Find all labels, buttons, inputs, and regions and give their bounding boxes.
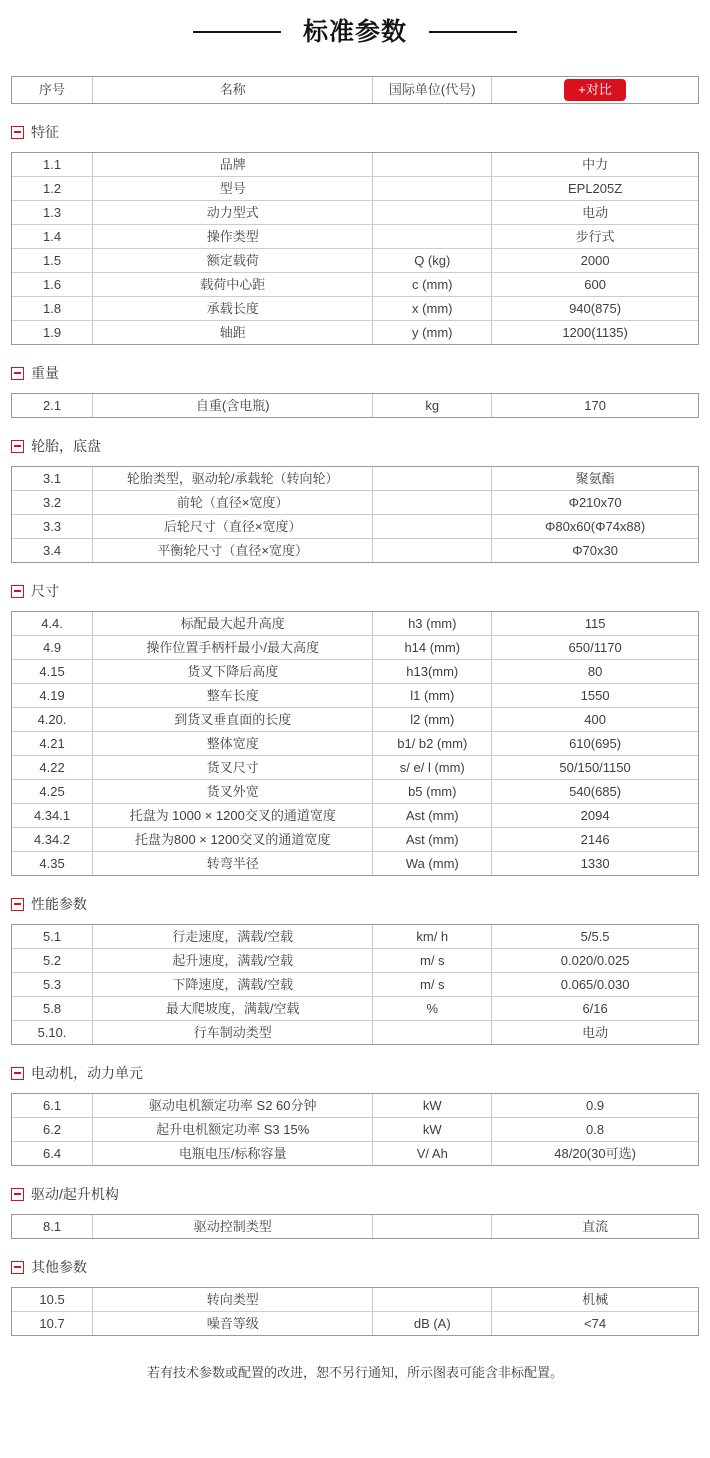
section-header — [11, 896, 699, 912]
cell-unit: Q (kg) — [373, 249, 492, 273]
spec-section — [11, 124, 699, 345]
table-row — [12, 467, 699, 491]
table-row — [12, 1094, 699, 1118]
sections-container — [11, 124, 699, 1336]
table-row — [12, 539, 699, 563]
cell-name: 货叉外宽 — [93, 780, 373, 804]
cell-no: 3.4 — [12, 539, 93, 563]
cell-name: 电瓶电压/标称容量 — [93, 1142, 373, 1166]
section-title: 其他参数 — [31, 1259, 87, 1275]
cell-value: 610(695) — [492, 732, 699, 756]
section-title: 轮胎，底盘 — [31, 438, 101, 454]
cell-value: 1550 — [492, 684, 699, 708]
cell-unit: m/ s — [373, 973, 492, 997]
cell-name: 驱动电机额定功率 S2 60分钟 — [93, 1094, 373, 1118]
header-table — [11, 76, 699, 104]
header-col-no: 序号 — [12, 77, 93, 104]
table-row — [12, 925, 699, 949]
cell-no: 3.1 — [12, 467, 93, 491]
cell-unit — [373, 153, 492, 177]
cell-no: 5.3 — [12, 973, 93, 997]
cell-name: 后轮尺寸（直径×宽度） — [93, 515, 373, 539]
cell-value: 直流 — [492, 1215, 699, 1239]
cell-name: 行车制动类型 — [93, 1021, 373, 1045]
table-row — [12, 1215, 699, 1239]
cell-name: 转弯半径 — [93, 852, 373, 876]
table-row — [12, 394, 699, 418]
cell-name: 轴距 — [93, 321, 373, 345]
table-row — [12, 756, 699, 780]
cell-name: 载荷中心距 — [93, 273, 373, 297]
cell-unit: x (mm) — [373, 297, 492, 321]
collapse-minus-icon[interactable] — [11, 1067, 24, 1080]
cell-value: Φ210x70 — [492, 491, 699, 515]
cell-name: 轮胎类型，驱动轮/承载轮（转向轮） — [93, 467, 373, 491]
cell-value: 0.8 — [492, 1118, 699, 1142]
header-col-compare — [492, 77, 699, 104]
cell-value: 115 — [492, 612, 699, 636]
cell-unit — [373, 491, 492, 515]
cell-no: 1.1 — [12, 153, 93, 177]
cell-unit: y (mm) — [373, 321, 492, 345]
table-row — [12, 177, 699, 201]
table-row — [12, 708, 699, 732]
section-header — [11, 124, 699, 140]
cell-no: 5.1 — [12, 925, 93, 949]
cell-unit: kW — [373, 1094, 492, 1118]
cell-unit: % — [373, 997, 492, 1021]
cell-unit: h14 (mm) — [373, 636, 492, 660]
table-row — [12, 973, 699, 997]
cell-no: 2.1 — [12, 394, 93, 418]
section-header — [11, 365, 699, 381]
table-row — [12, 1118, 699, 1142]
cell-value: 400 — [492, 708, 699, 732]
table-row — [12, 515, 699, 539]
cell-name: 平衡轮尺寸（直径×宽度） — [93, 539, 373, 563]
cell-no: 6.1 — [12, 1094, 93, 1118]
cell-name: 行走速度，满载/空载 — [93, 925, 373, 949]
cell-name: 承载长度 — [93, 297, 373, 321]
spec-section — [11, 583, 699, 876]
cell-no: 4.25 — [12, 780, 93, 804]
cell-value: 2146 — [492, 828, 699, 852]
cell-no: 4.4. — [12, 612, 93, 636]
cell-no: 6.2 — [12, 1118, 93, 1142]
cell-value: 1330 — [492, 852, 699, 876]
table-row — [12, 949, 699, 973]
table-row — [12, 1021, 699, 1045]
cell-no: 4.15 — [12, 660, 93, 684]
table-row — [12, 249, 699, 273]
cell-no: 10.7 — [12, 1312, 93, 1336]
spec-section — [11, 1259, 699, 1336]
cell-unit: h3 (mm) — [373, 612, 492, 636]
cell-no: 1.2 — [12, 177, 93, 201]
cell-no: 4.34.1 — [12, 804, 93, 828]
cell-value: 机械 — [492, 1288, 699, 1312]
table-row — [12, 997, 699, 1021]
cell-name: 操作位置手柄杆最小/最大高度 — [93, 636, 373, 660]
cell-unit: kg — [373, 394, 492, 418]
cell-no: 4.34.2 — [12, 828, 93, 852]
cell-name: 额定载荷 — [93, 249, 373, 273]
section-table — [11, 1093, 699, 1166]
cell-no: 4.21 — [12, 732, 93, 756]
cell-value: 600 — [492, 273, 699, 297]
section-table — [11, 1287, 699, 1336]
collapse-minus-icon[interactable] — [11, 1261, 24, 1274]
cell-no: 10.5 — [12, 1288, 93, 1312]
cell-value: 170 — [492, 394, 699, 418]
title-rule-right — [429, 31, 517, 33]
table-row — [12, 780, 699, 804]
collapse-minus-icon[interactable] — [11, 367, 24, 380]
cell-name: 整车长度 — [93, 684, 373, 708]
spec-section — [11, 1186, 699, 1239]
cell-unit — [373, 1215, 492, 1239]
cell-value: 中力 — [492, 153, 699, 177]
cell-unit: b1/ b2 (mm) — [373, 732, 492, 756]
cell-value: 6/16 — [492, 997, 699, 1021]
table-row — [12, 321, 699, 345]
cell-value: Φ70x30 — [492, 539, 699, 563]
table-row — [12, 852, 699, 876]
cell-value: 步行式 — [492, 225, 699, 249]
cell-value: 电动 — [492, 201, 699, 225]
section-title: 性能参数 — [31, 896, 87, 912]
table-row — [12, 153, 699, 177]
cell-unit — [373, 515, 492, 539]
section-table — [11, 152, 699, 345]
cell-unit: b5 (mm) — [373, 780, 492, 804]
section-table — [11, 611, 699, 876]
cell-value: 1200(1135) — [492, 321, 699, 345]
table-row — [12, 1312, 699, 1336]
cell-name: 标配最大起升高度 — [93, 612, 373, 636]
section-title: 重量 — [31, 365, 59, 381]
table-row — [12, 612, 699, 636]
cell-value: 48/20(30可选) — [492, 1142, 699, 1166]
section-table — [11, 466, 699, 563]
table-row — [12, 1288, 699, 1312]
cell-unit — [373, 225, 492, 249]
cell-name: 最大爬坡度，满载/空载 — [93, 997, 373, 1021]
header-row — [12, 77, 699, 104]
cell-unit — [373, 467, 492, 491]
cell-value: EPL205Z — [492, 177, 699, 201]
cell-no: 4.20. — [12, 708, 93, 732]
cell-name: 起升速度，满载/空载 — [93, 949, 373, 973]
page-title-block — [11, 16, 699, 48]
cell-name: 自重(含电瓶) — [93, 394, 373, 418]
cell-value: 80 — [492, 660, 699, 684]
cell-name: 驱动控制类型 — [93, 1215, 373, 1239]
cell-value: 2094 — [492, 804, 699, 828]
section-header — [11, 583, 699, 599]
cell-no: 1.4 — [12, 225, 93, 249]
table-row — [12, 225, 699, 249]
cell-value: 0.065/0.030 — [492, 973, 699, 997]
section-title: 电动机，动力单元 — [31, 1065, 143, 1081]
section-header — [11, 438, 699, 454]
cell-unit: m/ s — [373, 949, 492, 973]
table-row — [12, 636, 699, 660]
table-row — [12, 660, 699, 684]
table-row — [12, 804, 699, 828]
section-title: 特征 — [31, 124, 59, 140]
cell-no: 5.8 — [12, 997, 93, 1021]
spec-section — [11, 438, 699, 563]
cell-name: 品牌 — [93, 153, 373, 177]
cell-value: 940(875) — [492, 297, 699, 321]
section-title: 尺寸 — [31, 583, 59, 599]
cell-name: 整体宽度 — [93, 732, 373, 756]
cell-unit: km/ h — [373, 925, 492, 949]
cell-unit: c (mm) — [373, 273, 492, 297]
section-table — [11, 924, 699, 1045]
cell-unit — [373, 177, 492, 201]
cell-value: 0.9 — [492, 1094, 699, 1118]
cell-unit: s/ e/ l (mm) — [373, 756, 492, 780]
cell-unit: dB (A) — [373, 1312, 492, 1336]
cell-name: 托盘为 1000 × 1200交叉的通道宽度 — [93, 804, 373, 828]
cell-unit — [373, 201, 492, 225]
header-col-name: 名称 — [93, 77, 373, 104]
cell-unit: l2 (mm) — [373, 708, 492, 732]
cell-unit: h13(mm) — [373, 660, 492, 684]
cell-no: 1.3 — [12, 201, 93, 225]
cell-value: 5/5.5 — [492, 925, 699, 949]
section-title: 驱动/起升机构 — [31, 1186, 119, 1202]
table-row — [12, 491, 699, 515]
cell-value: 2000 — [492, 249, 699, 273]
cell-no: 1.9 — [12, 321, 93, 345]
cell-name: 托盘为800 × 1200交叉的通道宽度 — [93, 828, 373, 852]
collapse-minus-icon[interactable] — [11, 440, 24, 453]
table-row — [12, 684, 699, 708]
section-table — [11, 393, 699, 418]
cell-value: Φ80x60(Φ74x88) — [492, 515, 699, 539]
table-row — [12, 201, 699, 225]
cell-unit: kW — [373, 1118, 492, 1142]
cell-unit: V/ Ah — [373, 1142, 492, 1166]
collapse-minus-icon[interactable] — [11, 1188, 24, 1201]
header-col-unit: 国际单位(代号) — [373, 77, 492, 104]
cell-unit: Ast (mm) — [373, 828, 492, 852]
cell-name: 型号 — [93, 177, 373, 201]
cell-no: 8.1 — [12, 1215, 93, 1239]
footer-note: 若有技术参数或配置的改进，恕不另行通知，所示图表可能含非标配置。 — [146, 1365, 563, 1380]
cell-no: 4.19 — [12, 684, 93, 708]
spec-section — [11, 1065, 699, 1166]
table-row — [12, 1142, 699, 1166]
cell-no: 4.9 — [12, 636, 93, 660]
collapse-minus-icon[interactable] — [11, 126, 24, 139]
cell-name: 货叉尺寸 — [93, 756, 373, 780]
collapse-minus-icon[interactable] — [11, 898, 24, 911]
cell-no: 6.4 — [12, 1142, 93, 1166]
cell-no: 5.2 — [12, 949, 93, 973]
cell-name: 噪音等级 — [93, 1312, 373, 1336]
table-row — [12, 273, 699, 297]
cell-no: 3.3 — [12, 515, 93, 539]
collapse-minus-icon[interactable] — [11, 585, 24, 598]
cell-value: 650/1170 — [492, 636, 699, 660]
cell-unit — [373, 1021, 492, 1045]
cell-value: 电动 — [492, 1021, 699, 1045]
spec-section — [11, 365, 699, 418]
section-header — [11, 1186, 699, 1202]
cell-name: 下降速度，满载/空载 — [93, 973, 373, 997]
page-title: 标准参数 — [302, 18, 407, 46]
cell-name: 转向类型 — [93, 1288, 373, 1312]
cell-no: 4.22 — [12, 756, 93, 780]
compare-button[interactable]: +对比 — [564, 79, 626, 101]
cell-unit: Wa (mm) — [373, 852, 492, 876]
cell-name: 货叉下降后高度 — [93, 660, 373, 684]
cell-unit: l1 (mm) — [373, 684, 492, 708]
cell-value: 聚氨酯 — [492, 467, 699, 491]
table-row — [12, 828, 699, 852]
cell-name: 到货叉垂直面的长度 — [93, 708, 373, 732]
cell-no: 1.8 — [12, 297, 93, 321]
table-row — [12, 732, 699, 756]
section-header — [11, 1065, 699, 1081]
cell-name: 操作类型 — [93, 225, 373, 249]
cell-no: 1.5 — [12, 249, 93, 273]
cell-unit: Ast (mm) — [373, 804, 492, 828]
cell-name: 起升电机额定功率 S3 15% — [93, 1118, 373, 1142]
cell-no: 4.35 — [12, 852, 93, 876]
cell-unit — [373, 1288, 492, 1312]
cell-no: 3.2 — [12, 491, 93, 515]
cell-value: 0.020/0.025 — [492, 949, 699, 973]
section-table — [11, 1214, 699, 1239]
cell-value: <74 — [492, 1312, 699, 1336]
spec-section — [11, 896, 699, 1045]
cell-no: 5.10. — [12, 1021, 93, 1045]
cell-value: 50/150/1150 — [492, 756, 699, 780]
cell-name: 动力型式 — [93, 201, 373, 225]
table-row — [12, 297, 699, 321]
cell-no: 1.6 — [12, 273, 93, 297]
cell-unit — [373, 539, 492, 563]
title-rule-left — [193, 31, 281, 33]
section-header — [11, 1259, 699, 1275]
cell-value: 540(685) — [492, 780, 699, 804]
cell-name: 前轮（直径×宽度） — [93, 491, 373, 515]
